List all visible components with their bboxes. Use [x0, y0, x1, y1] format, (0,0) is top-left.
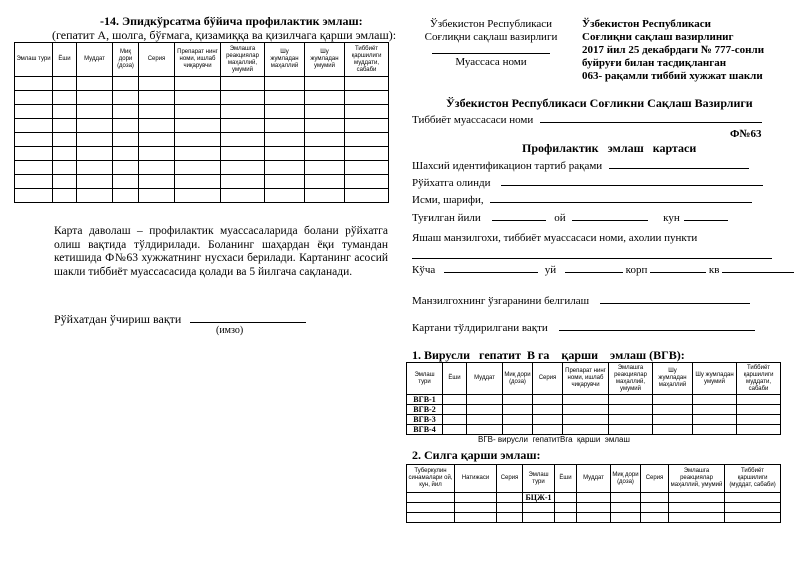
left-header-cell: Эмлаш тури: [15, 43, 53, 77]
section2-header-cell: Серия: [641, 465, 669, 493]
address-label: Яшаш манзилгохи, тиббиёт муассасаси номи, ахолии пункти: [412, 232, 698, 244]
addr-change-field[interactable]: [600, 303, 750, 304]
birth-year-label: Туғилган йили: [412, 212, 481, 224]
section2-header-cell: Тиббиёт қаршилиги (муддат, сабаби): [725, 465, 781, 493]
left-header-cell: Ёши: [53, 43, 77, 77]
section2-header-cell: Эмлашга реакциялар маҳаллий, умумий: [669, 465, 725, 493]
filled-field[interactable]: [559, 330, 755, 331]
block-label: корп: [625, 264, 648, 276]
left-header-cell: Препарат нинг номи, ишлаб чиқарувчи: [175, 43, 221, 77]
left-title-1: -14. Эпидкўрсатма бўйича профилактик эмлаш:: [100, 14, 363, 28]
section1-header-cell: Миқ дори (доза): [503, 363, 533, 395]
removal-label: Рўйхатдан ўчириш вақти: [54, 312, 182, 326]
section2-header-cell: Ёши: [555, 465, 577, 493]
block-field[interactable]: [650, 272, 706, 273]
facility-field[interactable]: [540, 122, 762, 123]
section1-header-cell: Шу жумладан маҳаллий: [653, 363, 693, 395]
address-field[interactable]: [412, 258, 772, 259]
section1-title: 1. Вирусли гепатит В га қарши эмлаш (ВГВ):: [412, 348, 685, 362]
id-field[interactable]: [609, 168, 749, 169]
birth-day-field[interactable]: [684, 220, 728, 221]
id-row: [412, 160, 749, 172]
table-row: [407, 425, 781, 435]
section2-header-cell: Серия: [497, 465, 523, 493]
left-header-cell: Муддат: [77, 43, 113, 77]
header-right-line2: Соғлиқни сақлаш вазирлиниг: [582, 31, 734, 43]
left-header-cell: Шу жумладан маҳаллий: [265, 43, 305, 77]
left-header-cell: Миқ дори (доза): [113, 43, 139, 77]
header-left-line2: Соғлиқни сақлаш вазирлиги: [424, 31, 558, 43]
header-left-line1: Ўзбекистон Республикаси: [429, 18, 553, 30]
table-row: [15, 119, 389, 133]
birth-row: [412, 212, 728, 224]
table-row: [407, 503, 781, 513]
birth-year-field[interactable]: [492, 220, 546, 221]
address-row: [412, 232, 697, 244]
table-row: [15, 161, 389, 175]
table-row: [15, 133, 389, 147]
section1-header-cell: Эмлашга реакциялар маҳаллий, умумий: [609, 363, 653, 395]
name-label: Исми, шарифи,: [412, 194, 484, 206]
table-row: [407, 493, 781, 503]
registered-label: Рўйхатга олинди: [412, 177, 491, 189]
house-label: уй: [544, 264, 557, 276]
street-field[interactable]: [444, 272, 538, 273]
section1-header-cell: Эмлаш тури: [407, 363, 443, 395]
filled-label: Картани тўлдирилгани вақти: [412, 322, 548, 334]
ministry-heading: Ўзбекистон Республикаси Соғликни Сақлаш Вазирлиги: [446, 96, 753, 110]
header-right-line5: 063- рақамли тиббий хужжат шакли: [582, 70, 763, 82]
section2-header-cell: Натижаси: [455, 465, 497, 493]
tuberculosis-table: [406, 464, 781, 523]
name-row: [412, 194, 752, 206]
street-row: [412, 264, 794, 276]
section2-header-cell: Миқ дори (доза): [611, 465, 641, 493]
header-right-line3: 2017 йил 25 декабрдаги № 777-сонли: [582, 44, 765, 56]
header-right-line4: буйруғи билан тасдиқланган: [582, 57, 727, 69]
header-right-line1: Ўзбекистон Республикаси: [582, 18, 711, 30]
vgv-1-label: ВГВ-1: [407, 395, 443, 405]
left-header-cell: Серия: [139, 43, 175, 77]
table-row: [407, 513, 781, 523]
table-row: [407, 395, 781, 405]
apt-field[interactable]: [722, 272, 794, 273]
registered-field[interactable]: [501, 185, 763, 186]
section1-header-cell: Препарат нинг номи, ишлаб чиқарувчи: [563, 363, 609, 395]
left-header-cell: Шу жумладан умумий: [305, 43, 345, 77]
vgv-4-label: ВГВ-4: [407, 425, 443, 435]
section1-header-cell: Муддат: [467, 363, 503, 395]
left-header-cell: Эмлашга реакциялар маҳаллий, умумий: [221, 43, 265, 77]
table-row: [407, 405, 781, 415]
table-row: [15, 91, 389, 105]
facility-label: Тиббиёт муассасаси номи: [412, 114, 534, 126]
left-title-2: (гепатит А, шолга, бўғмага, қизамиққа ва қизилчага қарши эмлаш):: [52, 28, 397, 42]
header-left: [410, 18, 572, 69]
left-header-cell: Тиббиёт қаршилиги муддати, сабаби: [345, 43, 389, 77]
form-number: Ф№63: [730, 128, 762, 140]
birth-month-label: ой: [554, 212, 566, 224]
house-field[interactable]: [565, 272, 623, 273]
birth-day-label: кун: [663, 212, 680, 224]
section2-header-cell: Туберкулин синамалари ой, кун, йил: [407, 465, 455, 493]
vgv-3-label: ВГВ-3: [407, 415, 443, 425]
removal-row: [54, 312, 306, 327]
section1-header-cell: Серия: [533, 363, 563, 395]
section1-header-cell: Шу жумладан умумий: [693, 363, 737, 395]
table-row: [15, 77, 389, 91]
card-title: Профилактик эмлаш картаси: [522, 141, 697, 155]
section2-header-cell: Эмлаш тури: [523, 465, 555, 493]
vgv-2-label: ВГВ-2: [407, 405, 443, 415]
street-label: Кўча: [412, 264, 436, 276]
name-field[interactable]: [490, 202, 752, 203]
org-name-label: Муассаса номи: [455, 56, 527, 68]
filled-row: [412, 322, 755, 334]
bcg-1-label: БЦЖ-1: [523, 493, 555, 503]
table-row: [15, 189, 389, 203]
apt-label: кв: [708, 264, 720, 276]
hepatitis-b-table: [406, 362, 781, 435]
facility-row: [412, 114, 762, 126]
id-label: Шахсий идентификацион тартиб рақами: [412, 160, 603, 172]
section1-header-cell: Ёши: [443, 363, 467, 395]
table-row: [15, 105, 389, 119]
birth-month-field[interactable]: [572, 220, 648, 221]
section1-header-cell: Тиббиёт қаршилиги муддати, сабаби: [737, 363, 781, 395]
org-name-field[interactable]: [432, 44, 550, 54]
table-row: [15, 147, 389, 161]
section2-header-cell: Муддат: [577, 465, 611, 493]
table-row: [407, 415, 781, 425]
header-right: [582, 18, 764, 83]
left-vaccination-table: [14, 42, 389, 203]
section2-title: 2. Силга қарши эмлаш:: [412, 448, 541, 462]
section1-note: ВГВ- вирусли гепатитВга қарши эмлаш: [478, 435, 630, 444]
registered-row: [412, 177, 763, 189]
addr-change-row: [412, 295, 750, 307]
signature-label: (имзо): [216, 325, 244, 336]
removal-field[interactable]: [190, 322, 306, 323]
addr-change-label: Манзилгохнинг ўзгаранини белгилаш: [412, 295, 590, 307]
table-row: [15, 175, 389, 189]
left-note: Карта даволаш – профилактик муассасаларида болани рўйхатга олиш вақтида тўлдирилади. Боланинг шаҳардан ёқи тумандан кетишида Ф№63 хужжатнинг нусхаси берилади. Картанинг асосий шакли тиббиёт муассасасида қолади ва 5 йилгача сақланади.: [54, 225, 388, 278]
